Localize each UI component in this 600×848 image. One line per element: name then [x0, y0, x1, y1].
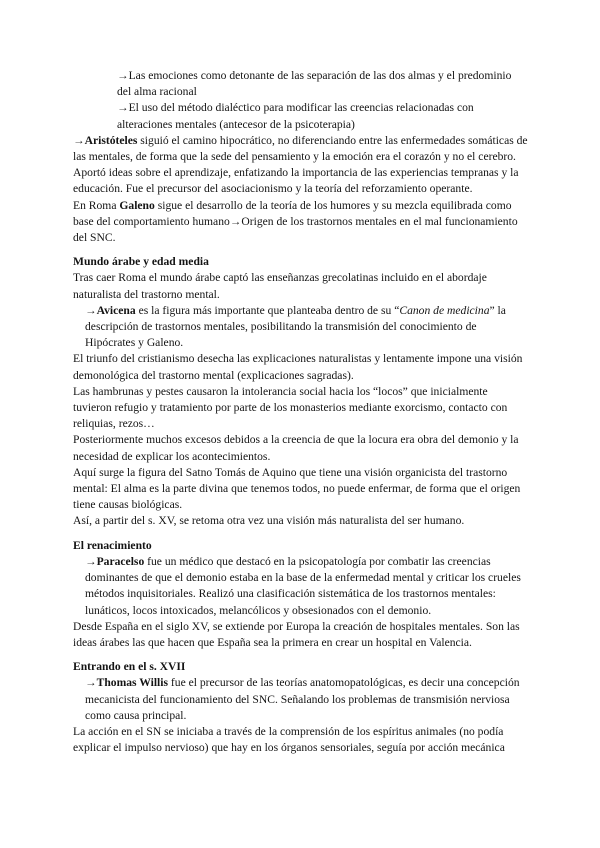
arrow-glyph: → [85, 676, 97, 690]
paragraph-aporto: Aportó ideas sobre el aprendizaje, enfatizando la importancia de las experiencias tempranas y la educación. Fue el precursor del asociacionismo y la teoría del reforzamiento operante. [73, 166, 519, 196]
name-paracelso: Paracelso [96, 554, 145, 568]
aristoteles-text: siguió el camino hipocrático, no diferenciando entre las enfermedades somáticas de las mentales, de forma que la sede del pensamiento y la emoción era el corazón y no el cerebro. [73, 133, 528, 164]
roma-text-a: En Roma [73, 198, 120, 212]
name-avicena: Avicena [96, 303, 136, 317]
paragraph-avicena [73, 303, 528, 352]
paracelso-text: fue un médico que destacó en la psicopatología por combatir las creencias dominantes de que el demonio estaba en la base de la enfermedad mental y criticar los crueles métodos inquisitoriales. Realizó una clasificación sistemática de los trastornos mentales: lunáticos, locos intoxicados, melancólicos y obsesionados con el demonio. [85, 554, 521, 617]
book-title: Canon de medicina [399, 303, 490, 317]
arrow-glyph: → [85, 554, 97, 568]
name-aristoteles: Aristóteles [84, 133, 138, 147]
heading-mundo-arabe: Mundo árabe y edad media [73, 255, 209, 269]
paragraph-accion-sn: La acción en el SN se iniciaba a través de la comprensión de los espíritus animales (no podía explicar el impulso nervioso) que hay en los órganos sensoriales, seguía por acción mecánica [73, 724, 505, 755]
paragraph-cristianismo: El triunfo del cristianismo desecha las explicaciones naturalistas y lentamente impone una visión demonológica del trastorno mental (explicaciones sagradas). [73, 352, 523, 382]
bullet-emociones: →Las emociones como detonante de las separación de las dos almas y el predominio del alma racional [117, 69, 512, 99]
heading-siglo-xvii: Entrando en el s. XVII [73, 660, 186, 674]
document-body [73, 68, 528, 756]
roma-text-b: sigue el desarrollo de la teoría de los humores y su mezcla equilibrada como base del comportamiento humano→Origen de los trastornos mentales en el mal funcionamiento del SNC. [73, 198, 518, 245]
paragraph-galeno [73, 198, 528, 247]
paragraph-aristoteles [73, 133, 528, 165]
bullet-metodo-dialectico: →El uso del método dialéctico para modificar las creencias relacionadas con alteraciones mentales (antecesor de la psicoterapia) [117, 101, 474, 131]
paragraph-hospitales: Desde España en el siglo XV, se extiende por Europa la creación de hospitales mentales. Son las ideas árabes las que hacen que España sea la primera en crear un hospital en Valencia. [73, 619, 520, 649]
arrow-glyph: → [73, 133, 85, 147]
name-thomas-willis: Thomas Willis [96, 676, 169, 690]
willis-text: fue el precursor de las teorías anatomopatológicas, es decir una concepción mecanicista del funcionamiento del SNC. Señalando los problemas de transmisión nerviosa como causa principal. [85, 676, 520, 722]
paragraph-siglo-xv: Así, a partir del s. XV, se retoma otra vez una visión más naturalista del ser humano. [73, 514, 465, 528]
paragraph-tras-caer-roma: Tras caer Roma el mundo árabe captó las enseñanzas grecolatinas incluido en el abordaje naturalista del trastorno mental. [73, 271, 487, 301]
heading-renacimiento: El renacimiento [73, 538, 152, 552]
paragraph-posteriormente: Posteriormente muchos excesos debidos a la creencia de que la locura era obra del demonio y la necesidad de explicar los acontecimientos. [73, 433, 519, 463]
avicena-text-b: ” la descripción de trastornos mentales, posibilitando la transmisión del conocimiento de Hipócrates y Galeno. [85, 303, 506, 350]
paragraph-willis [73, 675, 528, 724]
paragraph-tomas-de-aquino: Aquí surge la figura del Satno Tomás de Aquino que tiene una visión organicista del trastorno mental: El alma es la parte divina que tenemos todos, no puede enfermar, de forma que el origen tiene causas biológicas. [73, 465, 521, 512]
arrow-glyph: → [85, 303, 97, 317]
avicena-text-a: es la figura más importante que planteaba dentro de su “ [135, 303, 400, 317]
paragraph-hambrunas: Las hambrunas y pestes causaron la intolerancia social hacia los “locos” que inicialmente tuvieron refugio y tratamiento por parte de los monasterios mediante exorcismo, contacto con reliquias, rezos… [73, 384, 508, 431]
name-galeno: Galeno [119, 198, 155, 212]
paragraph-paracelso [73, 554, 528, 619]
